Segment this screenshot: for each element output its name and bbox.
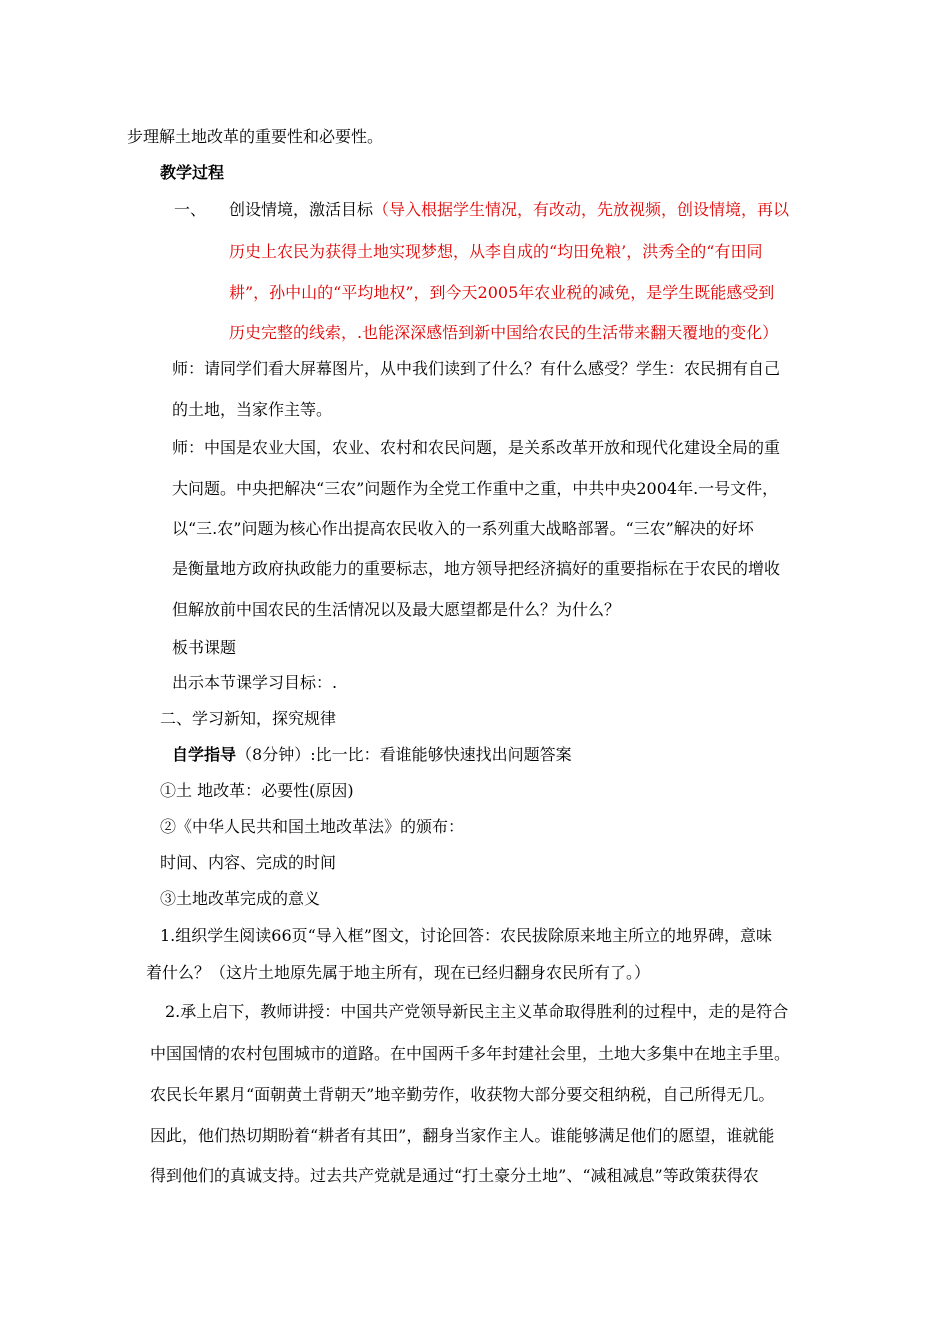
paragraph-line: 但解放前中国农民的生活情况以及最大愿望都是什么？为什么？ (172, 600, 621, 619)
paragraph-line: 着什么？（这片土地原先属于地主所有，现在已经归翻身农民所有了。） (146, 963, 651, 982)
list-item: ①土 地改革：必要性(原因) (160, 781, 354, 800)
paragraph-line: 农民长年累月“面朝黄土背朝天”地辛勤劳作，收获物大部分要交租纳税，自己所得无几。 (150, 1085, 775, 1104)
paragraph-line: 以“三.农”问题为核心作出提高农民收入的一系列重大战略部署。“三农”解决的好坏 (172, 519, 754, 538)
paragraph-line: 大问题。中央把解决“三农”问题作为全党工作重中之重，中共中央2004年.一号文件， (172, 479, 779, 498)
list-item: 时间、内容、完成的时间 (160, 853, 337, 872)
paragraph-line (229, 200, 789, 220)
red-annotation: （导入根据学生情况，有改动，先放视频，创设情境，再以 (373, 200, 790, 219)
paragraph-line: 2.承上启下，教师讲授：中国共产党领导新民主主义革命取得胜利的过程中，走的是符合 (165, 1002, 789, 1021)
instruction-text: （8分钟）:比一比：看谁能够快速找出问题答案 (236, 745, 572, 764)
paragraph-line: 板书课题 (172, 638, 237, 657)
paragraph-line: 得到他们的真诚支持。过去共产党就是通过“打土豪分土地”、“减租减息”等政策获得农 (150, 1166, 759, 1185)
paragraph-line: 中国国情的农村包围城市的道路。在中国两千多年封建社会里，土地大多集中在地主手里。 (150, 1044, 791, 1063)
paragraph-line: 出示本节课学习目标：. (172, 673, 338, 692)
red-annotation-line: 历史完整的线索，.也能深深感悟到新中国给农民的生活带来翻天覆地的变化） (229, 323, 779, 342)
red-annotation-line: 耕”，孙中山的“平均地权”，到今天2005年农业税的减免，是学生既能感受到 (229, 283, 775, 302)
bold-label: 自学指导 (172, 745, 237, 764)
section-heading: 教学过程 (160, 163, 225, 182)
red-annotation-line: 历史上农民为获得土地实现梦想，从李自成的“均田免粮’，洪秀全的“有田同 (229, 242, 763, 261)
paragraph-line: 因此，他们热切期盼着“耕者有其田”，翻身当家作主人。谁能够满足他们的愿望，谁就能 (150, 1126, 775, 1145)
paragraph-line (172, 745, 572, 765)
list-number: 一、 (174, 200, 207, 219)
paragraph-line: 师：中国是农业大国，农业、农村和农民问题，是关系改革开放和现代化建设全局的重 (172, 438, 781, 457)
paragraph-line: 师：请同学们看大屏幕图片，从中我们读到了什么？有什么感受？学生：农民拥有自己 (172, 359, 781, 378)
paragraph-line: 的土地，当家作主等。 (172, 400, 333, 419)
section-heading: 二、学习新知，探究规律 (160, 709, 337, 728)
paragraph-line: 1.组织学生阅读66页“导入框”图文，讨论回答：农民拔除原来地主所立的地界碑，意味 (160, 926, 772, 945)
paragraph-line: 步理解土地改革的重要性和必要性。 (127, 127, 384, 146)
paragraph-line: 是衡量地方政府执政能力的重要标志，地方领导把经济搞好的重要指标在于农民的增收 (172, 559, 781, 578)
list-item: ③土地改革完成的意义 (160, 889, 321, 908)
list-item: ②《中华人民共和国土地改革法》的颁布： (160, 817, 465, 836)
heading-text: 创设情境，激活目标 (229, 200, 374, 219)
